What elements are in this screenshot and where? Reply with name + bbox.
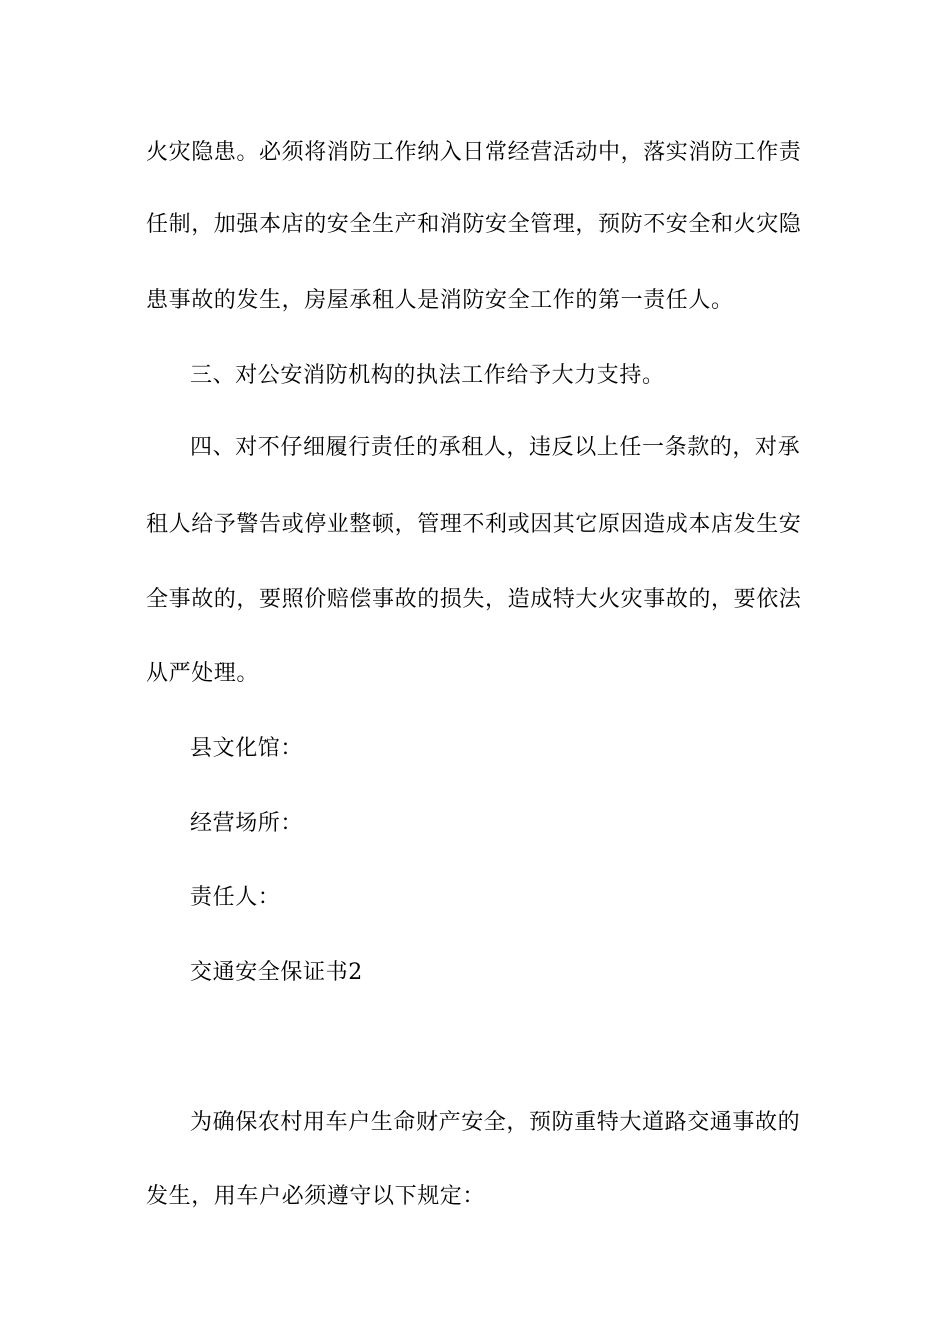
paragraph-line: 火灾隐患。必须将消防工作纳入日常经营活动中，落实消防工作责 (146, 140, 802, 165)
signature-business-premises: 经营场所： (190, 811, 304, 836)
signature-responsible-person: 责任人： (190, 885, 281, 910)
paragraph-line: 从严处理。 (146, 661, 260, 686)
paragraph-line: 发生，用车户必须遵守以下规定： (146, 1184, 486, 1209)
paragraph-line: 租人给予警告或停业整顿，管理不利或因其它原因造成本店发生安 (146, 512, 802, 537)
clause-four: 四、对不仔细履行责任的承租人，违反以上任一条款的，对承 (190, 435, 801, 460)
paragraph-line: 为确保农村用车户生命财产安全，预防重特大道路交通事故的 (190, 1110, 801, 1135)
section-title: 交通安全保证书2 (190, 960, 363, 985)
paragraph-line: 全事故的，要照价赔偿事故的损失，造成特大火灾事故的，要依法 (146, 587, 802, 612)
paragraph-line: 患事故的发生，房屋承租人是消防安全工作的第一责任人。 (146, 288, 734, 313)
clause-three: 三、对公安消防机构的执法工作给予大力支持。 (190, 363, 665, 388)
signature-county-cultural-center: 县文化馆： (190, 736, 304, 761)
paragraph-line: 任制，加强本店的安全生产和消防安全管理，预防不安全和火灾隐 (146, 212, 802, 237)
